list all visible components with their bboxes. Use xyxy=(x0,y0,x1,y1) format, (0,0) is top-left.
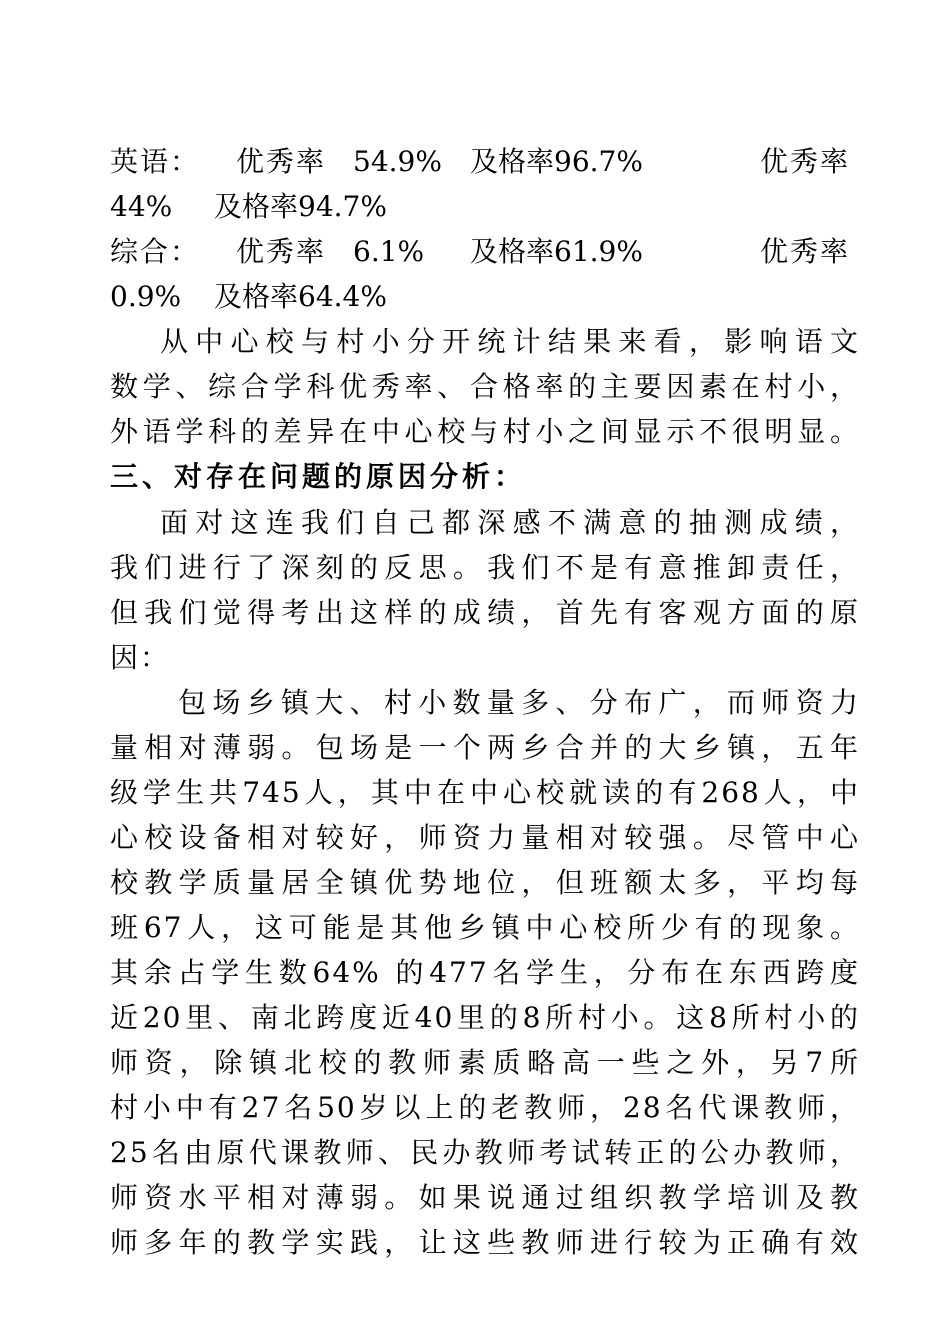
paragraph-3-line-2: 量相对薄弱。包场是一个两乡合并的大乡镇，五年 xyxy=(110,731,860,764)
paragraph-3-line-6: 班67人，这可能是其他乡镇中心校所少有的现象。 xyxy=(110,911,860,944)
paragraph-1-line-3: 外语学科的差异在中心校与村小之间显示不很明显。 xyxy=(110,415,860,448)
paragraph-3-line-9: 师资，除镇北校的教师素质略高一些之外，另7所 xyxy=(110,1046,860,1079)
comprehensive-excellent-label-2: 优秀率 xyxy=(760,235,851,268)
paragraph-3-line-7: 其余占学生数64% 的477名学生，分布在东西跨度 xyxy=(110,956,860,989)
comprehensive-pass-rate-2: 及格率64.4% xyxy=(214,280,387,313)
english-excellent-value-2: 44% xyxy=(110,190,173,223)
paragraph-3-line-1: 包场乡镇大、村小数量多、分布广，而师资力 xyxy=(178,686,860,719)
comprehensive-excellent-value-2: 0.9% xyxy=(110,280,182,313)
paragraph-2-line-4: 因： xyxy=(110,641,171,674)
comprehensive-score-line xyxy=(110,232,860,272)
paragraph-3-line-4: 心校设备相对较好，师资力量相对较强。尽管中心 xyxy=(110,821,860,854)
paragraph-1-line-2: 数学、综合学科优秀率、合格率的主要因素在村小， xyxy=(110,370,860,403)
english-excellent-value-1: 54.9% xyxy=(353,145,442,178)
english-score-line xyxy=(110,142,860,182)
english-subject-label: 英语： xyxy=(110,145,201,178)
comprehensive-excellent-label-1: 优秀率 xyxy=(236,235,327,268)
paragraph-1-line-1: 从中心校与村小分开统计结果来看，影响语文 xyxy=(160,325,860,358)
paragraph-3-line-3: 级学生共745人，其中在中心校就读的有268人，中 xyxy=(110,776,860,809)
section-heading: 三、对存在问题的原因分析： xyxy=(110,460,527,493)
comprehensive-score-line-2 xyxy=(110,277,860,317)
english-pass-rate-1: 及格率96.7% xyxy=(470,145,643,178)
comprehensive-pass-rate-1: 及格率61.9% xyxy=(470,235,643,268)
paragraph-2-line-2: 我们进行了深刻的反思。我们不是有意推卸责任， xyxy=(110,551,860,584)
paragraph-3-line-11: 25名由原代课教师、民办教师考试转正的公办教师， xyxy=(110,1136,860,1169)
paragraph-3-line-8: 近20里、南北跨度近40里的8所村小。这8所村小的 xyxy=(110,1001,860,1034)
english-excellent-label-2: 优秀率 xyxy=(760,145,851,178)
paragraph-3-line-13: 师多年的教学实践，让这些教师进行较为正确有效 xyxy=(110,1226,860,1259)
comprehensive-subject-label: 综合： xyxy=(110,235,201,268)
english-pass-rate-2: 及格率94.7% xyxy=(214,190,387,223)
paragraph-3-line-5: 校教学质量居全镇优势地位，但班额太多，平均每 xyxy=(110,866,860,899)
paragraph-3-line-10: 村小中有27名50岁以上的老教师，28名代课教师， xyxy=(110,1091,860,1124)
paragraph-2-line-3: 但我们觉得考出这样的成绩，首先有客观方面的原 xyxy=(110,596,860,629)
english-excellent-label-1: 优秀率 xyxy=(236,145,327,178)
english-score-line-2 xyxy=(110,187,860,227)
paragraph-3-line-12: 师资水平相对薄弱。如果说通过组织教学培训及教 xyxy=(110,1181,860,1214)
paragraph-2-line-1: 面对这连我们自己都深感不满意的抽测成绩， xyxy=(160,506,860,539)
comprehensive-excellent-value-1: 6.1% xyxy=(353,235,425,268)
